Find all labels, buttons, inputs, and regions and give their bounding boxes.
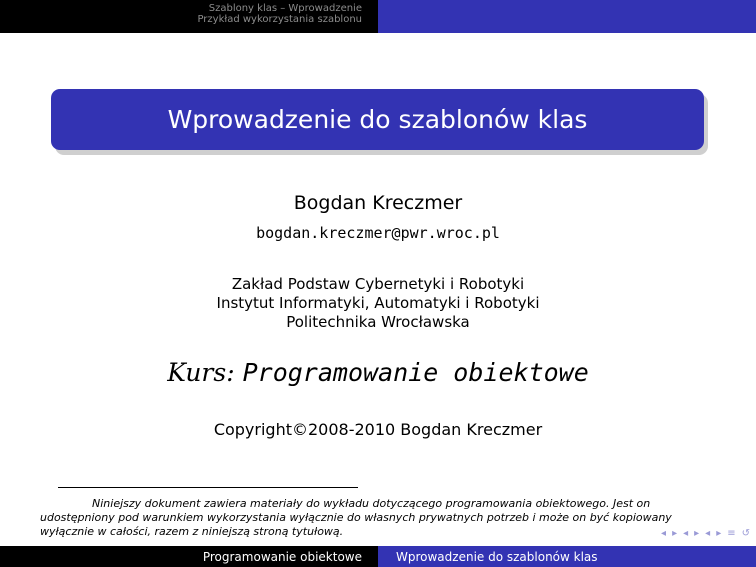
page-title: Wprowadzenie do szablonów klas xyxy=(167,105,588,134)
footline-left: Programowanie obiektowe xyxy=(0,546,378,567)
institute-line-3: Politechnika Wrocławska xyxy=(286,313,470,331)
copyright: Copyright©2008-2010 Bogdan Kreczmer xyxy=(213,420,543,439)
institute-line-1: Zakład Podstaw Cybernetyki i Robotyki xyxy=(231,275,525,293)
author-name: Bogdan Kreczmer xyxy=(293,192,463,214)
institute xyxy=(0,275,756,332)
nav-frame-prev-icon[interactable]: ◂ xyxy=(661,528,667,539)
course-prefix: Kurs: xyxy=(167,358,235,387)
course-name: Programowanie obiektowe xyxy=(242,358,589,387)
nav-subsection-prev-icon[interactable]: ◂ xyxy=(683,528,689,539)
nav-section-prev-icon[interactable]: ◂ xyxy=(705,528,711,539)
title-box xyxy=(51,89,704,150)
footline-bar xyxy=(0,546,756,567)
nav-frame-next-icon[interactable]: ▸ xyxy=(672,528,678,539)
navigation-symbols xyxy=(661,528,750,539)
author-email: bogdan.kreczmer@pwr.wroc.pl xyxy=(256,224,500,242)
course-title xyxy=(0,358,756,387)
headline-right xyxy=(378,0,756,33)
nav-doc-icon[interactable]: ≡ xyxy=(727,528,736,539)
footline-right: Wprowadzenie do szablonów klas xyxy=(378,546,756,567)
footnote xyxy=(40,497,700,539)
headline-left xyxy=(0,0,378,33)
headline-section[interactable]: Szablony klas – Wprowadzenie xyxy=(208,3,362,14)
nav-section-next-icon[interactable]: ▸ xyxy=(716,528,722,539)
headline-bar xyxy=(0,0,756,33)
nav-search-icon[interactable]: ↺ xyxy=(741,528,750,539)
headline-subsection[interactable]: Przykład wykorzystania szablonu xyxy=(197,14,362,25)
nav-subsection-next-icon[interactable]: ▸ xyxy=(694,528,700,539)
footnote-rule xyxy=(58,487,358,488)
institute-line-2: Instytut Informatyki, Automatyki i Robotyki xyxy=(216,294,540,312)
footnote-text: Niniejszy dokument zawiera materiały do wykładu dotyczącego programowania obiektowego. Jest on udostępniony pod warunkiem wykorzystania wyłącznie do własnych prywatnych potrzeb i może on być kopiowany wyłącznie w całości, razem z niniejszą stroną tytułową. xyxy=(40,497,672,538)
